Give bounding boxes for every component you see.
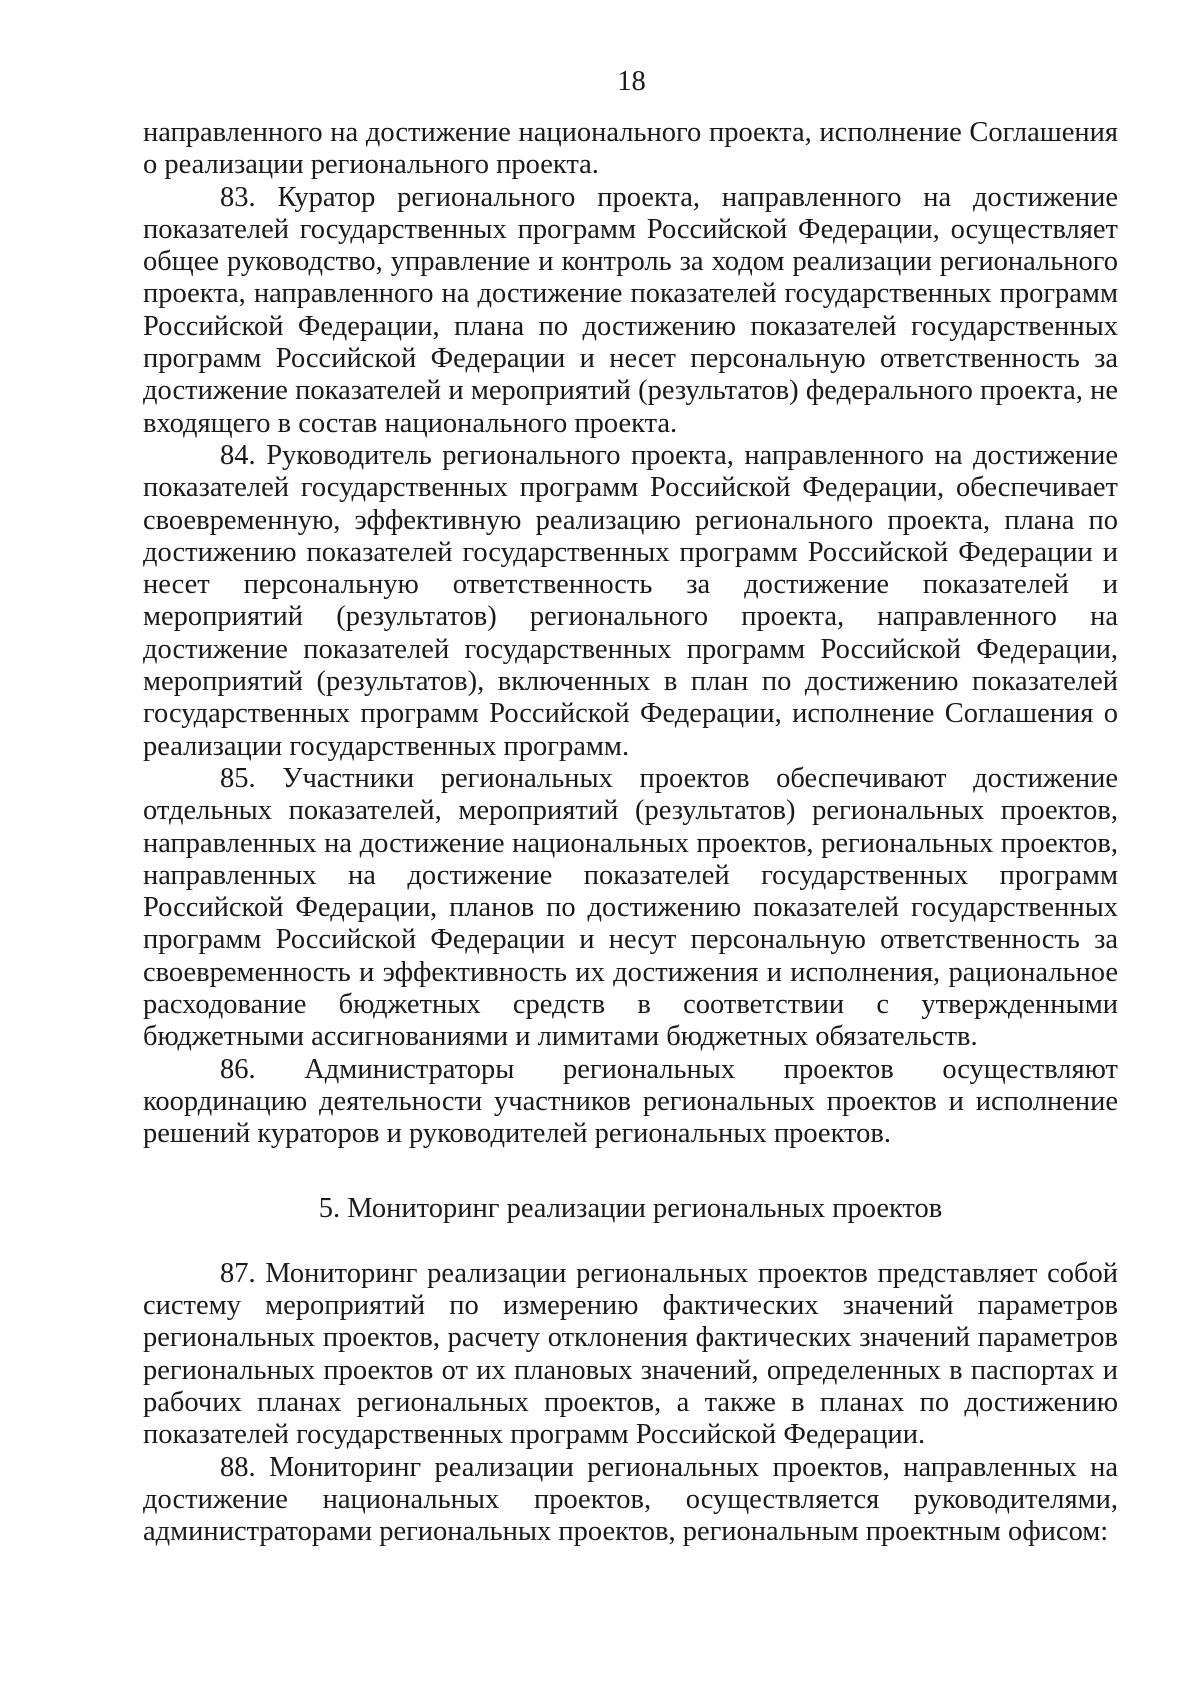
document-body	[143, 117, 1118, 1548]
paragraph-continuation: направленного на достижение национального проекта, исполнение Соглашения о реализации регионального проекта.	[143, 117, 1118, 181]
paragraph-86: 86. Администраторы региональных проектов осуществляют координацию деятельности участников региональных проектов и исполнение решений кураторов и руководителей региональных проектов.	[143, 1053, 1118, 1150]
paragraph-85: 85. Участники региональных проектов обеспечивают достижение отдельных показателей, мероприятий (результатов) региональных проектов, направленных на достижение национальных проектов, региональных проектов, направленных на достижение показателей государственных программ Российской Федерации, планов по достижению показателей государственных программ Российской Федерации и несут персональную ответственность за своевременность и эффективность их достижения и исполнения, рациональное расходование бюджетных средств в соответствии с утвержденными бюджетными ассигнованиями и лимитами бюджетных обязательств.	[143, 762, 1118, 1053]
paragraph-84: 84. Руководитель регионального проекта, направленного на достижение показателей государственных программ Российской Федерации, обеспечивает своевременную, эффективную реализацию регионального проекта, плана по достижению показателей государственных программ Российской Федерации и несет персональную ответственность за достижение показателей и мероприятий (результатов) регионального проекта, направленного на достижение показателей государственных программ Российской Федерации, мероприятий (результатов), включенных в план по достижению показателей государственных программ Российской Федерации, исполнение Соглашения о реализации государственных программ.	[143, 439, 1118, 762]
paragraph-87: 87. Мониторинг реализации региональных проектов представляет собой систему мероприятий по измерению фактических значений параметров региональных проектов, расчету отклонения фактических значений параметров региональных проектов от их плановых значений, определенных в паспортах и рабочих планах региональных проектов, а также в планах по достижению показателей государственных программ Российской Федерации.	[143, 1257, 1118, 1451]
section-heading: 5. Мониторинг реализации региональных проектов	[318, 1192, 943, 1224]
page-number: 18	[617, 66, 646, 97]
paragraph-83: 83. Куратор регионального проекта, направленного на достижение показателей государственных программ Российской Федерации, осуществляет общее руководство, управление и контроль за ходом реализации регионального проекта, направленного на достижение показателей государственных программ Российской Федерации, плана по достижению показателей государственных программ Российской Федерации и несет персональную ответственность за достижение показателей и мероприятий (результатов) федерального проекта, не входящего в состав национального проекта.	[143, 181, 1118, 439]
paragraph-88: 88. Мониторинг реализации региональных проектов, направленных на достижение национальных проектов, осуществляется руководителями, администраторами региональных проектов, региональным проектным офисом:	[143, 1451, 1118, 1548]
